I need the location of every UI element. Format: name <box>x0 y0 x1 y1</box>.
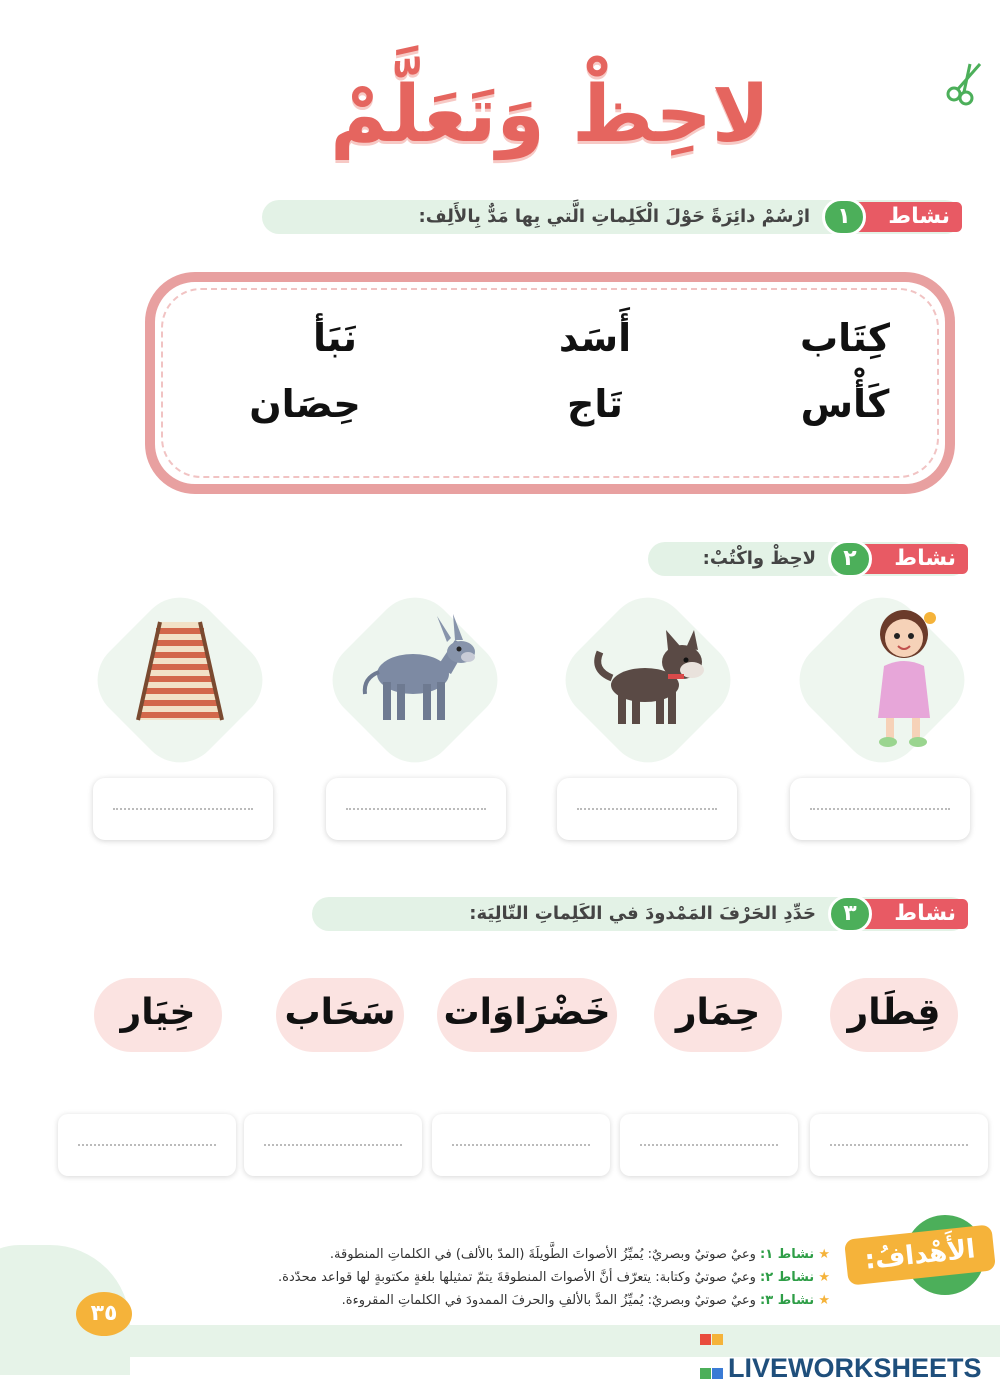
activity-2-header <box>648 542 968 576</box>
answer-box-qitar[interactable] <box>810 1114 988 1176</box>
goals-label: الأَهْدافُ: <box>844 1224 996 1285</box>
word-khadrawat[interactable]: خَضْرَاوَات <box>443 984 611 1046</box>
answer-box-stairs[interactable] <box>93 778 273 840</box>
scissors-icon <box>940 58 988 106</box>
activity-1-number: ١ <box>822 198 866 236</box>
activity-3-header <box>312 897 968 931</box>
goal-text: وعيٌ صوتيٌ وبصريٌ: يُميِّزُ الأصواتَ الطَّويلَةَ (المدّ بالألف) في الكلماتِ المنطوقة. <box>329 1247 756 1262</box>
goal-line-2 <box>278 1267 830 1289</box>
word-asad[interactable]: أَسَد <box>558 316 632 360</box>
answer-box-sahab[interactable] <box>244 1114 422 1176</box>
goal-key: نشاط ١: <box>760 1247 815 1262</box>
page-title: لاحِظْ وَتَعَلَّمْ <box>330 70 770 160</box>
answer-box-khadrawat[interactable] <box>432 1114 610 1176</box>
activity-2-number: ٢ <box>828 540 872 578</box>
answer-box-dog[interactable] <box>557 778 737 840</box>
donkey-picture <box>355 612 480 724</box>
word-kas[interactable]: كَأْس <box>800 382 890 426</box>
goal-text: وعيٌ صوتيٌ وبصريٌ: يُميِّزُ المدَّ بالألفِ والحرفَ الممدودَ في الكلماتِ المقروءة. <box>341 1293 756 1308</box>
answer-box-himar[interactable] <box>620 1114 798 1176</box>
answer-box-girl[interactable] <box>790 778 970 840</box>
word-himar[interactable]: حِمَار <box>660 984 776 1046</box>
word-khiyar[interactable]: خِيَار <box>100 984 216 1046</box>
liveworksheets-logo-icon <box>700 1320 724 1344</box>
word-naba[interactable]: نَبَأ <box>312 316 358 360</box>
goal-text: وعيٌ صوتيٌ وكتابة: يتعرّف أنَّ الأصواتَ المنطوقةَ يتمّ تمثيلها بلغةٍ مكتوبةٍ لها قواعد محدّدة. <box>278 1270 756 1285</box>
liveworksheets-logo[interactable] <box>700 1320 982 1383</box>
goal-line-1 <box>330 1244 830 1266</box>
word-taj[interactable]: تَاج <box>567 382 623 426</box>
girl-picture <box>860 606 950 751</box>
activity-2-tag: نشاط <box>834 544 968 574</box>
goal-line-3 <box>342 1290 830 1312</box>
stairs-picture <box>130 620 230 724</box>
activity-3-number: ٣ <box>828 895 872 933</box>
answer-box-donkey[interactable] <box>326 778 506 840</box>
word-qitar[interactable]: قِطَار <box>836 984 952 1046</box>
word-hisan[interactable]: حِصَان <box>249 382 361 426</box>
star-icon: ★ <box>818 1293 830 1308</box>
word-sahab[interactable]: سَحَاب <box>282 984 398 1046</box>
word-kitab[interactable]: كِتَاب <box>799 316 891 360</box>
goal-key: نشاط ٢: <box>760 1270 815 1285</box>
goal-key: نشاط ٣: <box>760 1293 815 1308</box>
answer-box-khiyar[interactable] <box>58 1114 236 1176</box>
activity-1-instruction: ارْسُمْ دائِرَةً حَوْلَ الْكَلِماتِ الَّتي بِها مَدٌّ بِالأَلِف: <box>418 206 810 227</box>
activity-3-tag: نشاط <box>834 899 968 929</box>
activity-1-header <box>262 200 962 234</box>
activity-1-tag: نشاط <box>828 202 962 232</box>
page-number: ٣٥ <box>76 1292 132 1336</box>
brand-text: LIVEWORKSHEETS <box>728 1353 982 1383</box>
dog-picture <box>590 630 715 730</box>
star-icon: ★ <box>818 1270 830 1285</box>
activity-2-instruction: لاحِظْ واكْتُبْ: <box>702 548 816 569</box>
star-icon: ★ <box>818 1247 830 1262</box>
activity-3-instruction: حَدِّدِ الحَرْفَ المَمْدودَ في الكَلِماتِ التّالِيَة: <box>469 903 816 924</box>
